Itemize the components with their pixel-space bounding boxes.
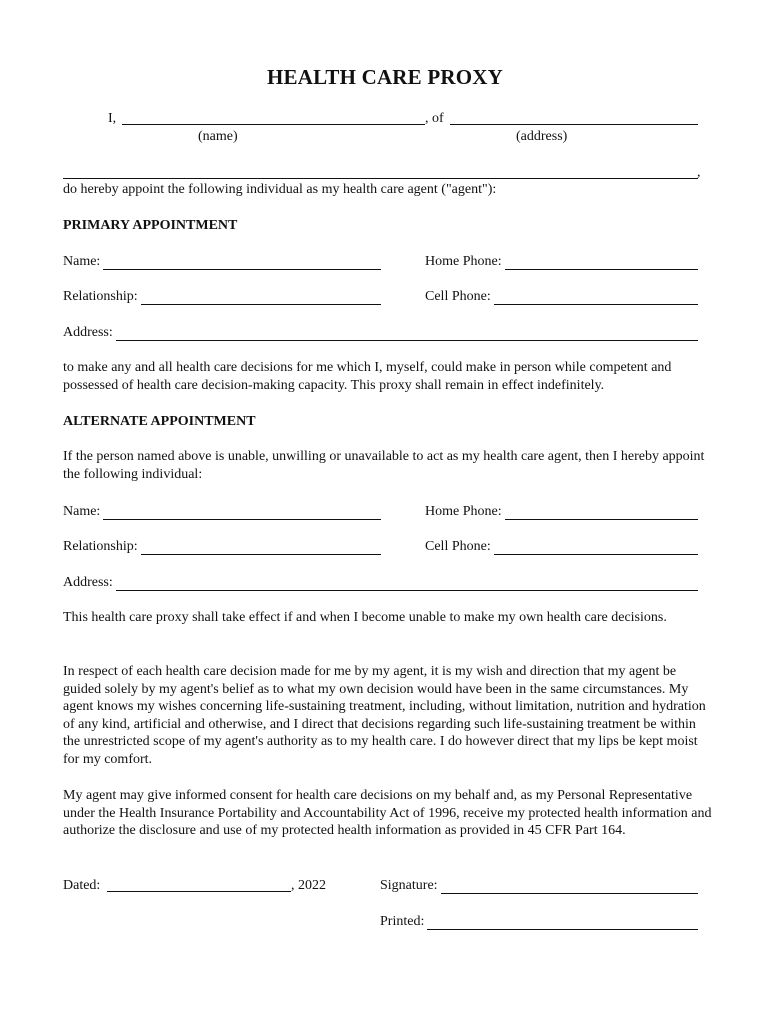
primary-heading: PRIMARY APPOINTMENT <box>63 218 238 233</box>
alternate-relationship-field[interactable] <box>63 538 381 555</box>
address-caption: (address) <box>516 129 568 144</box>
alternate-cell-phone-label: Cell Phone: <box>425 539 491 554</box>
dated-label: Dated: <box>63 878 101 893</box>
decision-paragraph: In respect of each health care decision made for me by my agent, it is my wish and direction that my agent be guided solely by my agent's belief as to what my own decision would have been in the same circumstances. My agent knows my wishes concerning life-sustaining treatment, including, without limitation, nutrition and hydration of any kind, artificial and otherwise, and I direct that decisions regarding such life-sustaining treatment be within the unrestricted scope of my agent's authority as to my health care. I do however direct that my lips be kept moist for my comfort. <box>63 664 706 767</box>
alternate-name-label: Name: <box>63 504 101 519</box>
primary-home-phone-field[interactable] <box>425 253 698 270</box>
signature-label: Signature: <box>380 878 438 893</box>
alternate-address-label: Address: <box>63 575 113 590</box>
primary-name-input[interactable] <box>103 255 381 270</box>
primary-name-field[interactable] <box>63 253 381 270</box>
alternate-address-field[interactable] <box>63 574 698 591</box>
primary-text: to make any and all health care decisions for me which I, myself, could make in person while competent and possessed of health care decision-making capacity. This proxy shall remain in effect indefinitely. <box>63 360 672 393</box>
of-label: , of <box>425 111 444 126</box>
primary-address-input[interactable] <box>116 326 698 341</box>
primary-relationship-field[interactable] <box>63 288 381 305</box>
alternate-relationship-label: Relationship: <box>63 539 138 554</box>
dated-line[interactable] <box>107 891 291 892</box>
printed-input[interactable] <box>427 915 698 930</box>
alternate-name-field[interactable] <box>63 503 381 520</box>
primary-relationship-label: Relationship: <box>63 289 138 304</box>
primary-home-phone-input[interactable] <box>505 255 698 270</box>
primary-cell-phone-field[interactable] <box>425 288 698 305</box>
alternate-cell-phone-field[interactable] <box>425 538 698 555</box>
signature-input[interactable] <box>441 879 698 894</box>
alternate-cell-phone-input[interactable] <box>494 540 698 555</box>
printed-label: Printed: <box>380 914 425 929</box>
alternate-relationship-input[interactable] <box>141 540 381 555</box>
i-label: I, <box>108 111 117 126</box>
primary-cell-phone-label: Cell Phone: <box>425 289 491 304</box>
primary-home-phone-label: Home Phone: <box>425 254 502 269</box>
primary-relationship-input[interactable] <box>141 290 381 305</box>
alternate-address-input[interactable] <box>116 576 698 591</box>
primary-address-field[interactable] <box>63 324 698 341</box>
name-caption: (name) <box>198 129 238 144</box>
effect-paragraph: This health care proxy shall take effect if and when I become unable to make my own health care decisions. <box>63 610 667 625</box>
primary-cell-phone-input[interactable] <box>494 290 698 305</box>
line-end-comma: , <box>697 165 701 180</box>
alternate-home-phone-input[interactable] <box>505 505 698 520</box>
alternate-heading: ALTERNATE APPOINTMENT <box>63 414 256 429</box>
signature-field[interactable] <box>380 877 698 894</box>
appoint-text: do hereby appoint the following individual as my health care agent ("agent"): <box>63 182 497 197</box>
consent-paragraph: My agent may give informed consent for health care decisions on my behalf and, as my Personal Representative under the Health Insurance Portability and Accountability Act of 1996, receive my protected health information and authorize the disclosure and use of my protected health information as provided in 45 CFR Part 164. <box>63 788 712 839</box>
printed-field[interactable] <box>380 913 698 930</box>
document-title: HEALTH CARE PROXY <box>267 65 503 89</box>
principal-name-line[interactable] <box>122 124 425 125</box>
alternate-intro: If the person named above is unable, unwilling or unavailable to act as my health care agent, then I hereby appoint the following individual: <box>63 449 705 482</box>
dated-year: , 2022 <box>291 878 326 893</box>
alternate-home-phone-label: Home Phone: <box>425 504 502 519</box>
principal-address-line-2[interactable] <box>63 178 698 179</box>
primary-name-label: Name: <box>63 254 101 269</box>
principal-address-line[interactable] <box>450 124 698 125</box>
alternate-name-input[interactable] <box>103 505 381 520</box>
alternate-home-phone-field[interactable] <box>425 503 698 520</box>
primary-address-label: Address: <box>63 325 113 340</box>
